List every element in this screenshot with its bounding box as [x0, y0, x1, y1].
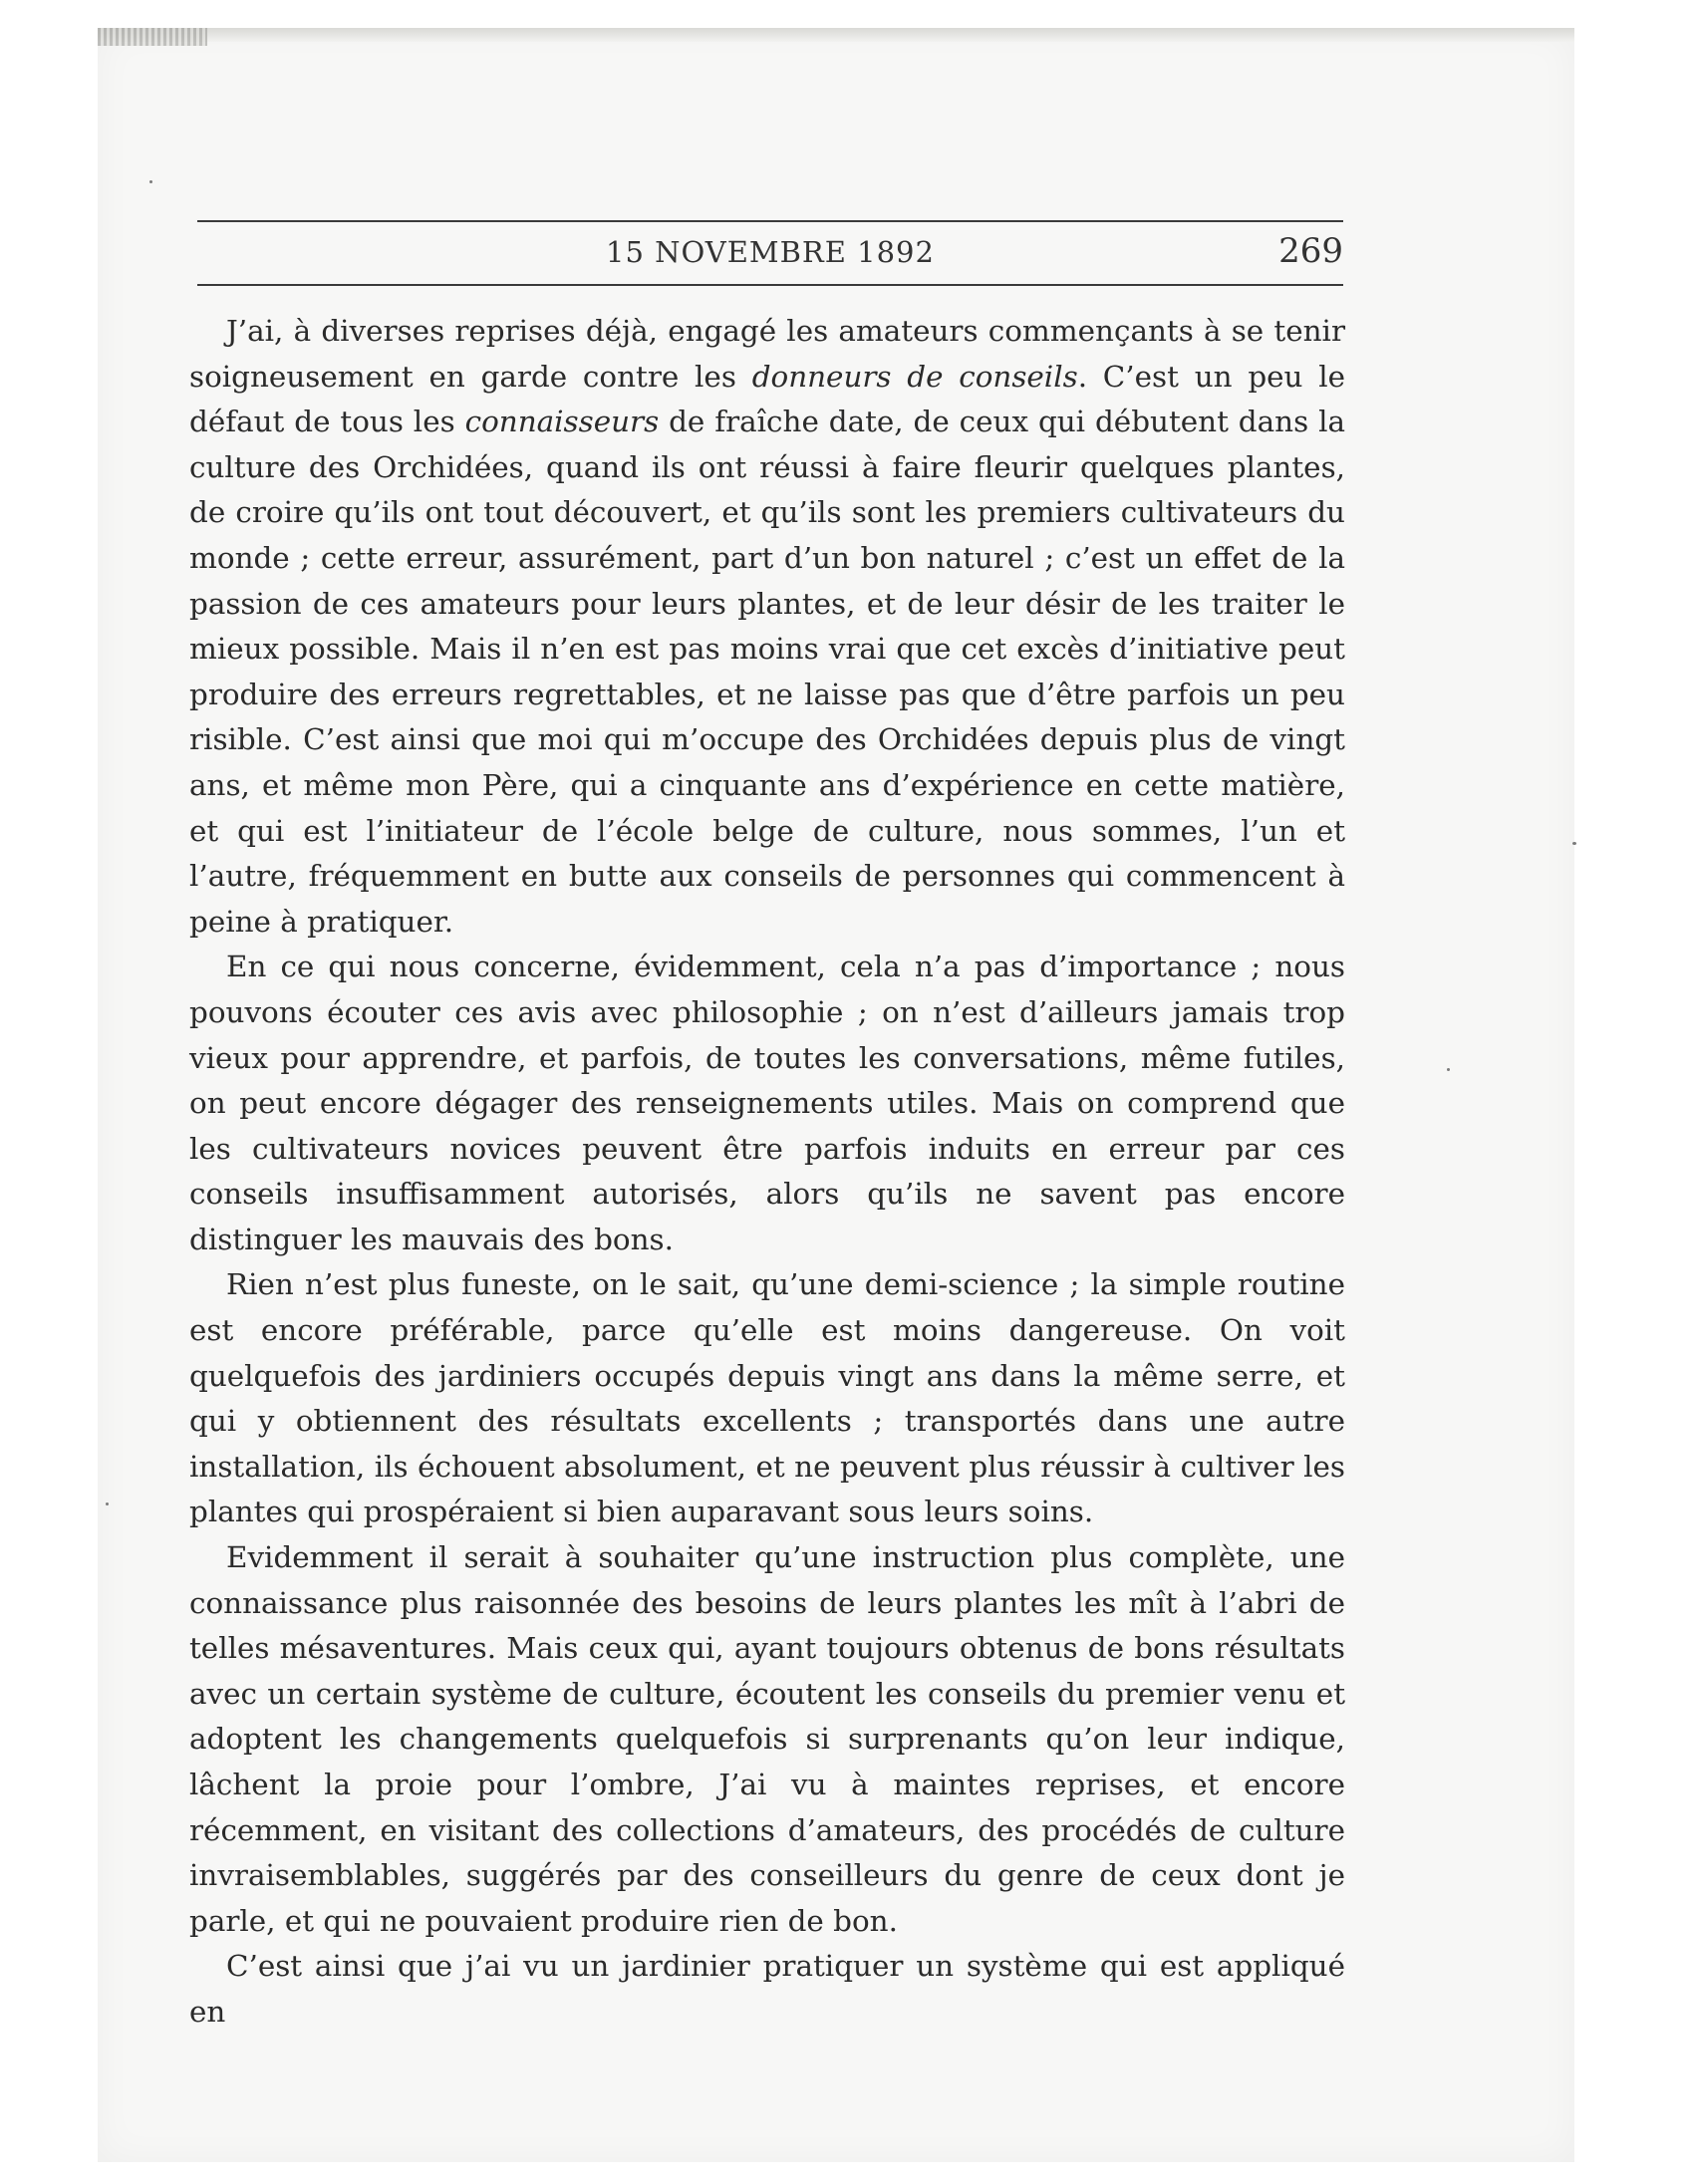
text-run: En ce qui nous concerne, évidemment, cela n’a pas d’importance ; nous pouvons écouter ces avis avec philosophie ; on n’est d’ailleurs jamais trop vieux pour apprendre, et parfois, de toutes les conversations, même futiles, on peut encore dégager des renseignements utiles. Mais on comprend que les cultivateurs novices peuvent être parfois induits en erreur par ces conseils insuffisamment autorisés, alors qu’ils ne savent pas encore distinguer les mauvais des bons. — [189, 950, 1345, 1256]
scan-speck — [1447, 1068, 1450, 1071]
running-head — [197, 225, 1343, 281]
paragraph — [189, 309, 1345, 945]
text-run: J’ai, à diverses reprises déjà, engagé les amateurs commençants à se tenir soigneusement en garde contre les — [189, 314, 1345, 394]
text-run: . C’est un peu le défaut de tous les — [189, 359, 1346, 439]
paragraph — [189, 945, 1345, 1262]
italic-phrase: connaisseurs — [464, 405, 660, 439]
paragraph — [189, 1535, 1345, 1944]
article-body — [189, 309, 1345, 2036]
scan-speck — [1572, 842, 1576, 845]
text-run: Evidemment il serait à souhaiter qu’une instruction plus complète, une connaissance plus raisonnée des besoins de leurs plantes les mît à l’abri de telles mésaventures. Mais ceux qui, ayant toujours obtenus de bons résultats avec un certain système de culture, écoutent les conseils du premier venu et adoptent les changements quelquefois si surprenants qu’on leur indique, lâchent la proie pour l’ombre, J’ai vu à maintes reprises, et encore récemment, en visitant des collections d’amateurs, des procédés de culture invraisemblables, suggérés par des conseilleurs du genre de ceux dont je parle, et qui ne pouvaient produire rien de bon. — [189, 1540, 1345, 1938]
scan-corner-mark — [98, 28, 207, 46]
italic-phrase: donneurs de conseils — [751, 359, 1078, 394]
paragraph — [189, 1944, 1345, 2035]
page-top-edge — [98, 28, 1574, 42]
scan-speck — [149, 180, 152, 183]
scan-speck — [106, 1502, 109, 1505]
text-run: C’est ainsi que j’ai vu un jardinier pratiquer un système qui est appliqué en — [189, 1949, 1345, 2029]
text-run: de fraîche date, de ceux qui débutent dans la culture des Orchidées, quand ils ont réussi à faire fleurir quelques plantes, de croire qu’ils ont tout découvert, et qu’ils sont les premiers cultivateurs du monde ; cette erreur, assurément, part d’un bon naturel ; c’est un effet de la passion de ces amateurs pour leurs plantes, et de leur désir de les traiter le mieux possible. Mais il n’en est pas moins vrai que cet excès d’initiative peut produire des erreurs regrettables, et ne laisse pas que d’être parfois un peu risible. C’est ainsi que moi qui m’occupe des Orchidées depuis plus de vingt ans, et même mon Père, qui a cinquante ans d’expérience en cette matière, et qui est l’initiateur de l’école belge de culture, nous sommes, l’un et l’autre, fréquemment en butte aux conseils de personnes qui commencent à peine à pratiquer. — [189, 405, 1345, 939]
page-number: 269 — [1278, 231, 1343, 271]
issue-date: 15 NOVEMBRE 1892 — [606, 235, 935, 269]
header-bottom-rule — [197, 284, 1343, 286]
text-run: Rien n’est plus funeste, on le sait, qu’une demi-science ; la simple routine est encore préférable, parce qu’elle est moins dangereuse. On voit quelquefois des jardiniers occupés depuis vingt ans dans la même serre, et qui y obtiennent des résultats excellents ; transportés dans une autre installation, ils échouent absolument, et ne peuvent plus réussir à cultiver les plantes qui prospéraient si bien auparavant sous leurs soins. — [189, 1267, 1345, 1529]
header-top-rule — [197, 220, 1343, 222]
paragraph — [189, 1262, 1345, 1535]
